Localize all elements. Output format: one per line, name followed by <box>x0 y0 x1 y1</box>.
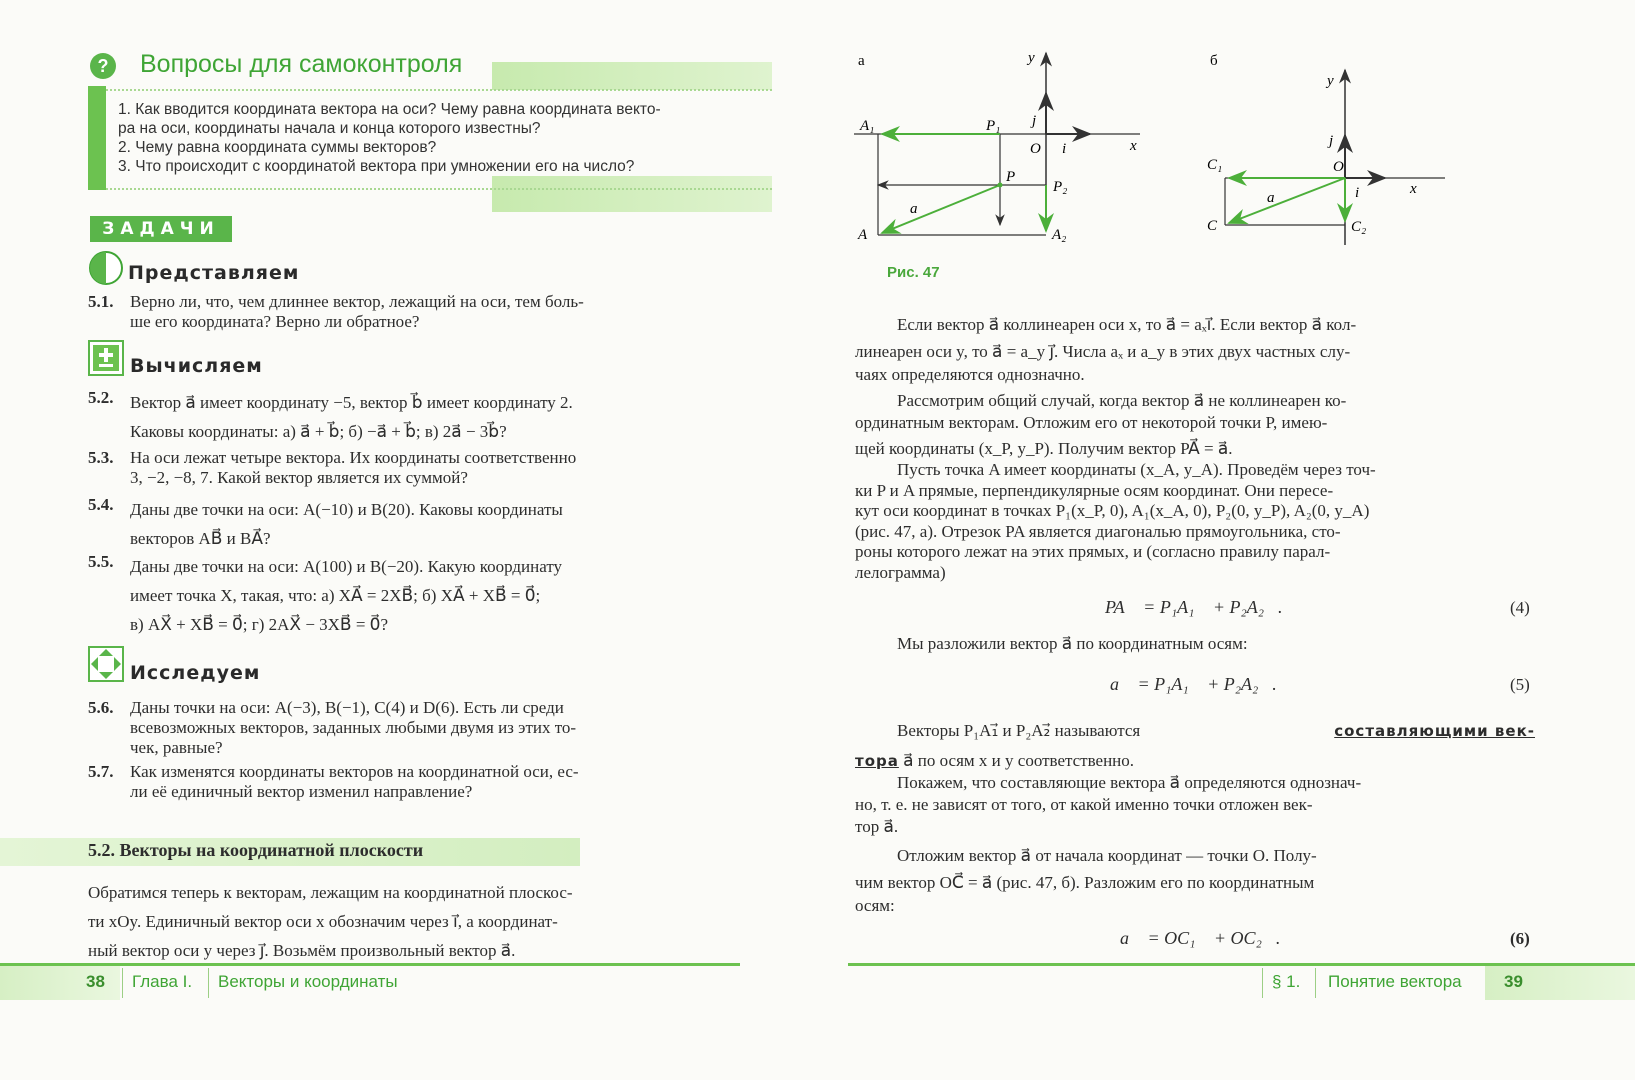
section-label: § 1. <box>1272 972 1301 991</box>
section-title: 5.2. Векторы на координатной плоскости <box>88 840 424 860</box>
category-title: Вычисляем <box>130 355 263 377</box>
divider <box>106 188 772 190</box>
chapter-label: Глава I. <box>132 972 193 991</box>
figure-caption: Рис. 47 <box>887 264 940 281</box>
question-line: ра на оси, координаты начала и конца которого известны? <box>118 120 541 137</box>
svg-text:C₂: C₂ <box>1351 219 1367 235</box>
svg-text:P₁: P₁ <box>986 118 1001 134</box>
svg-text:x: x <box>1130 138 1137 154</box>
decor-band <box>492 62 772 90</box>
equation-5: a⃗ = P₁A₁⃗ + P₂A₂⃗. <box>1110 674 1277 694</box>
svg-text:j⃗: j⃗ <box>1329 133 1345 149</box>
explore-square-icon <box>88 646 124 682</box>
section-title-footer: Понятие вектора <box>1328 972 1462 991</box>
svg-text:A₂: A₂ <box>1052 227 1067 243</box>
equation-number: (6) <box>1510 929 1530 948</box>
question-line: 2. Чему равна координата суммы векторов? <box>118 139 437 156</box>
self-check-questions <box>118 100 661 176</box>
category-title: Исследуем <box>130 662 261 684</box>
paragraph-projection: Пусть точка A имеет координаты (x_A, y_A). Проведём через точ- ки P и A прямые, перпендикулярные осям координат. Они пересе- кут оси координат в точках P₁(x_P, 0), A₁(x_A, 0), P₂(0, y_P), A₂(0, y_A) (рис. 47, а). Отрезок PA является диагональю прямоугольника, сто- роны которого лежат на этих прямых, и (согласно правилу парал- лелограмма) <box>855 460 1376 582</box>
self-check-bar <box>88 86 106 190</box>
paragraph-collinear: Если вектор a⃗ коллинеарен оси x, то a⃗ = aₓi⃗. Если вектор a⃗ кол- линеарен оси y, то a⃗ = a_y j⃗. Числа aₓ и a_y в этих двух частных слу- чаях определяются однозначно. <box>855 315 1357 384</box>
footer-separator <box>1315 968 1316 998</box>
footer-separator <box>1262 968 1263 998</box>
panel-label: а <box>858 53 865 69</box>
plus-minus-icon <box>88 340 124 376</box>
task-5-3: 5.3. На оси лежат четыре вектора. Их координаты соответственно 3, −2, −8, 7. Какой вектор является их суммой? <box>88 448 577 487</box>
decor-band <box>492 176 772 212</box>
task-5-6: 5.6. Даны точки на оси: A(−3), B(−1), C(4) и D(6). Есть ли среди всевозможных векторов, заданных любыми двумя из этих то- чек, равные? <box>88 698 577 757</box>
paragraph-unique: Покажем, что составляющие вектора a⃗ определяются однознач- но, т. е. не зависят от того, от какой именно точки отложен век- тор a⃗. <box>855 773 1362 836</box>
task-5-1: 5.1. Верно ли, что, чем длиннее вектор, лежащий на оси, тем боль- ше его координата? Верно ли обратное? <box>88 292 584 331</box>
tasks-label: ЗАДАЧИ <box>90 216 232 242</box>
task-5-4: 5.4. Даны две точки на оси: A(−10) и B(20). Каковы координаты векторов AB⃗ и BA⃗? <box>88 495 563 548</box>
paragraph-decompose: Мы разложили вектор a⃗ по координатным осям: <box>897 634 1248 653</box>
page-number: 38 <box>86 972 105 991</box>
task-5-2: 5.2. Вектор a⃗ имеет координату −5, вектор b⃗ имеет координату 2. Каковы координаты: а) a⃗ + b⃗; б) −a⃗ + b⃗; в) 2a⃗ − 3b⃗? <box>88 388 573 441</box>
question-circle-icon: ? <box>90 53 116 79</box>
paragraph-origin: Отложим вектор a⃗ от начала координат — точки O. Полу- чим вектор OC⃗ = a⃗ (рис. 47, б). Разложим его по координатным осям: <box>855 846 1317 915</box>
svg-text:A₁: A₁ <box>860 118 875 134</box>
svg-text:A: A <box>858 227 868 243</box>
equation-4: PA⃗ = P₁A₁⃗ + P₂A₂⃗. <box>1105 597 1283 617</box>
page-number: 39 <box>1504 972 1523 991</box>
category-title: Представляем <box>128 262 300 284</box>
paragraph-components: Векторы P₁A₁⃗ и P₂A₂⃗ называются составляющими век- тора a⃗ по осям x и y соответственно. <box>855 716 1535 776</box>
footer-separator <box>122 968 123 998</box>
svg-text:a⃗: a⃗ <box>910 201 930 217</box>
paragraph-general-case: Рассмотрим общий случай, когда вектор a⃗ не коллинеарен ко- ординатным векторам. Отложим его от некоторой точки P, имею- щей координаты (x_P, y_P). Получим вектор PA⃗ = a⃗. <box>855 391 1347 458</box>
footer-separator <box>208 968 209 998</box>
equation-number: (4) <box>1510 598 1530 617</box>
figure-47b <box>1205 45 1445 250</box>
divider <box>106 89 772 91</box>
figure-47a <box>850 45 1150 260</box>
svg-text:i: i <box>1062 141 1067 157</box>
section-intro: Обратимся теперь к векторам, лежащим на координатной плоскос- ти xOy. Единичный вектор оси x обозначим через i⃗, а координат- ный вектор оси y через j⃗. Возьмём произвольный вектор a⃗. <box>88 883 573 960</box>
svg-text:P₂: P₂ <box>1053 179 1068 195</box>
svg-text:y: y <box>1028 50 1035 66</box>
svg-text:y: y <box>1327 73 1334 89</box>
equation-6: a⃗ = OC₁⃗ + OC₂⃗. <box>1120 928 1281 948</box>
equation-number: (5) <box>1510 675 1530 694</box>
question-line: 1. Как вводится координата вектора на оси? Чему равна координата векто- <box>118 101 661 118</box>
svg-text:P: P <box>1006 169 1016 185</box>
chapter-title: Векторы и координаты <box>218 972 398 991</box>
svg-text:x: x <box>1410 181 1417 197</box>
svg-text:j: j <box>1032 113 1037 129</box>
term-definition: тора <box>855 752 899 770</box>
term-definition: составляющими век- <box>1334 722 1535 740</box>
svg-text:C: C <box>1207 218 1218 234</box>
svg-text:O: O <box>1030 141 1041 157</box>
task-5-5: 5.5. Даны две точки на оси: A(100) и B(−20). Какую координату имеет точка X, такая, что: а) XA⃗ = 2XB⃗; б) XA⃗ + XB⃗ = 0⃗; в) AX⃗ + XB⃗ = 0⃗; г) 2AX⃗ − 3XB⃗ = 0⃗? <box>88 552 563 634</box>
svg-text:a⃗: a⃗ <box>1267 190 1287 206</box>
svg-text:C₁: C₁ <box>1207 157 1223 173</box>
self-check-title: Вопросы для самоконтроля <box>140 50 463 78</box>
panel-label: б <box>1210 53 1218 69</box>
left-page <box>0 0 800 1080</box>
svg-text:O: O <box>1333 159 1344 175</box>
svg-text:i⃗: i⃗ <box>1355 185 1371 201</box>
half-circle-icon <box>88 250 124 286</box>
task-5-7: 5.7. Как изменятся координаты векторов на координатной оси, ес- ли её единичный вектор изменил направление? <box>88 762 579 801</box>
question-line: 3. Что происходит с координатой вектора при умножении его на число? <box>118 158 635 175</box>
